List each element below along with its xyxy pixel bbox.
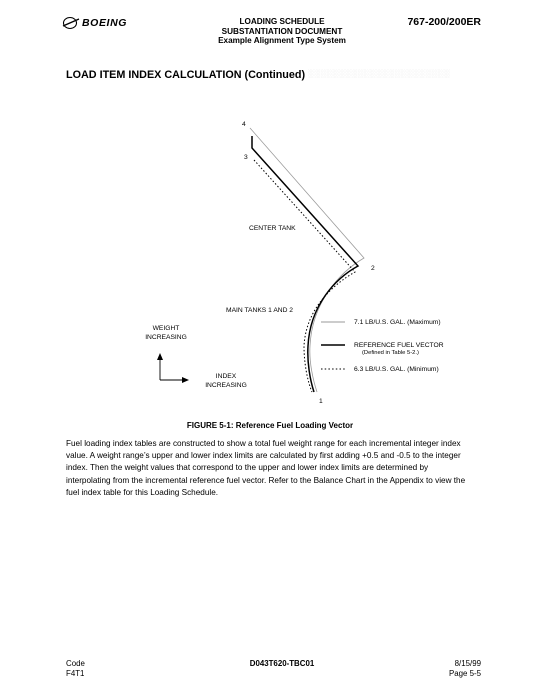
weight-arrow-icon: [157, 353, 163, 360]
max-density-curve: [250, 128, 364, 392]
model-number: 767-200/200ER: [407, 16, 481, 28]
index-axis-label-2: INCREASING: [205, 382, 247, 389]
footer-code-label: Code: [66, 659, 85, 668]
logo-text: BOEING: [82, 17, 128, 29]
min-density-curve: [254, 160, 355, 392]
header-line-2: SUBSTANTIATION DOCUMENT: [221, 26, 343, 36]
body-line-1: Fuel loading index tables are constructed to show a total fuel weight range for each incremental integer index: [66, 439, 461, 448]
ghost-text-artifact: ░░░░░░░░░░░░░░░░░░░░░░░: [308, 69, 450, 78]
body-line-2: value. A weight range’s upper and lower index limits are calculated by first adding +0.5 and -0.5 to the integer: [66, 451, 461, 461]
footer-code: [66, 659, 85, 678]
point-label-3: 3: [244, 154, 248, 161]
point-label-2: 2: [371, 265, 375, 272]
weight-axis-label-2: INCREASING: [145, 334, 187, 341]
index-axis-label-1: INDEX: [215, 373, 237, 380]
section-title: LOAD ITEM INDEX CALCULATION (Continued): [66, 69, 306, 81]
footer-date-page: [449, 659, 481, 678]
footer-page-number: Page 5-5: [448, 668, 481, 678]
legend-ref-label: REFERENCE FUEL VECTOR: [354, 342, 444, 349]
legend-min-label: 6.3 LB/U.S. GAL. (Minimum): [354, 366, 439, 373]
footer-document-number: D043T620-TBC01: [249, 659, 315, 668]
header-line-1: LOADING SCHEDULE: [239, 17, 325, 26]
main-tanks-label: MAIN TANKS 1 AND 2: [226, 307, 294, 314]
index-arrow-icon: [182, 377, 189, 383]
header-line-3: Example Alignment Type System: [218, 36, 346, 46]
point-label-1: 1: [319, 398, 323, 405]
center-tank-label: CENTER TANK: [249, 225, 296, 232]
body-line-3: index. Then the weight values that correspond to the upper and lower index limits are determined by: [66, 463, 429, 473]
footer-date: 8/15/99: [454, 659, 481, 668]
legend-ref-note: (Defined in Table 5-2.): [362, 350, 419, 356]
footer-code-value: F4T1: [66, 668, 85, 678]
reference-fuel-vector-curve: [252, 136, 358, 392]
body-line-5: fuel index table for this Loading Schedule.: [66, 487, 219, 497]
legend-max-label: 7.1 LB/U.S. GAL. (Maximum): [354, 319, 441, 326]
body-paragraph: [66, 438, 478, 499]
weight-axis-label-1: WEIGHT: [152, 325, 180, 332]
figure-caption: FIGURE 5-1: Reference Fuel Loading Vector: [186, 421, 354, 430]
point-label-4: 4: [242, 121, 246, 128]
body-line-4: interpolating from the incremental reference fuel vector. Refer to the Balance Chart in the Appendix to view the: [66, 475, 466, 485]
